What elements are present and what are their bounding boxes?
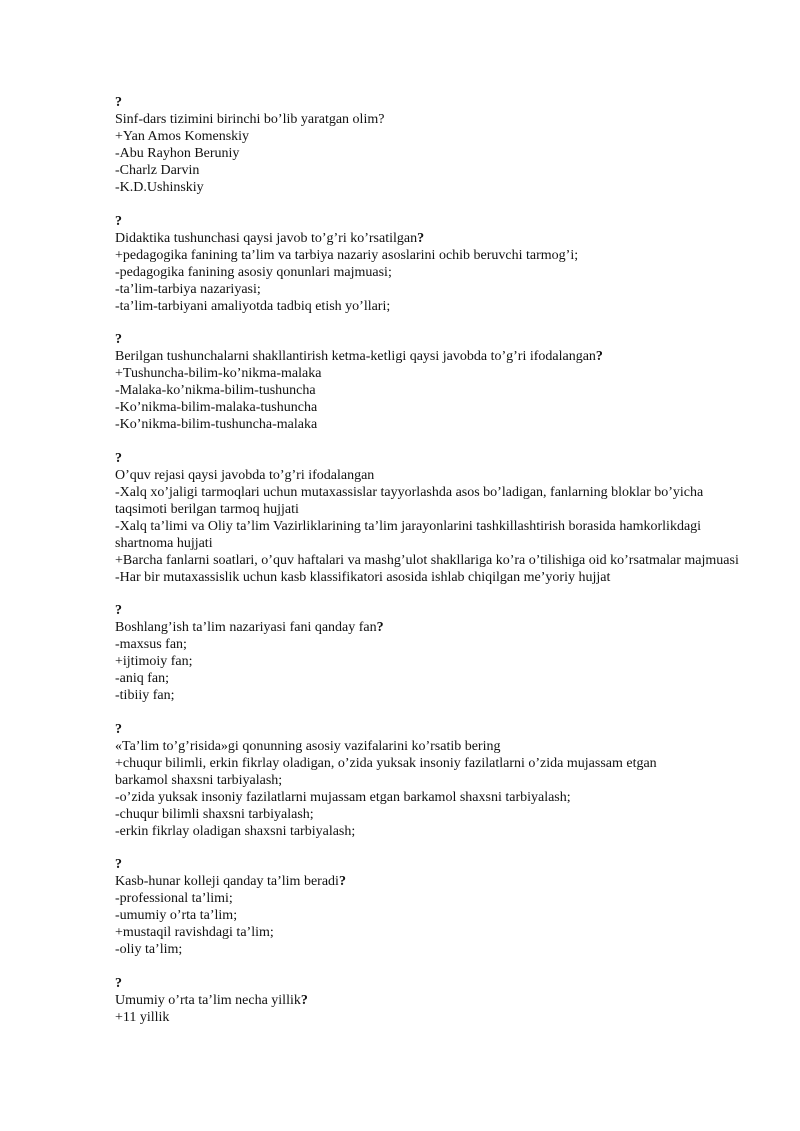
answer-option: -Xalq ta’limi va Oliy ta’lim Vazirliklarining ta’lim jarayonlarini tashkillashtirish borasida hamkorlikdagi shartnoma hujjati — [115, 518, 705, 551]
question-marker: ? — [115, 857, 122, 872]
question-text: Umumiy o’rta ta’lim necha yillik? — [115, 992, 308, 1008]
question-text: «Ta’lim to’g’risida»gi qonunning asosiy vazifalarini ko’rsatib bering — [115, 738, 501, 754]
answer-option: -Abu Rayhon Beruniy — [115, 146, 240, 161]
answer-option: +Barcha fanlarni soatlari, o’quv haftalari va mashg’ulot shakllariga ko’ra o’tilishiga oid ko’rsatmalar majmuasi — [115, 552, 739, 568]
question-block — [115, 721, 755, 840]
answer-option: -ta’lim-tarbiyani amaliyotda tadbiq etish yo’llari; — [115, 298, 391, 314]
answer-option: -Malaka-ko’nikma-bilim-tushuncha — [115, 383, 316, 398]
answer-option: -professional ta’limi; — [115, 891, 233, 906]
question-block — [115, 213, 755, 315]
answer-option: -aniq fan; — [115, 671, 170, 686]
question-block — [115, 856, 755, 958]
question-marker: ? — [115, 975, 122, 991]
answer-option: +11 yillik — [115, 1009, 170, 1025]
answer-option: -Ko’nikma-bilim-malaka-tushuncha — [115, 400, 318, 415]
answer-option: +ijtimoiy fan; — [115, 654, 193, 669]
answer-option: +Tushuncha-bilim-ko’nikma-malaka — [115, 366, 322, 381]
question-text: O’quv rejasi qaysi javobda to’g’ri ifodalangan — [115, 467, 375, 483]
answer-option: +Yan Amos Komenskiy — [115, 129, 250, 144]
answer-option: -Ko’nikma-bilim-tushuncha-malaka — [115, 417, 318, 432]
question-block — [115, 94, 755, 196]
question-block — [115, 450, 755, 586]
question-marker: ? — [115, 213, 122, 229]
answer-option: -Charlz Darvin — [115, 163, 200, 178]
answer-option: -oliy ta’lim; — [115, 942, 183, 957]
answer-option: -umumiy o’rta ta’lim; — [115, 908, 238, 923]
answer-option: +chuqur bilimli, erkin fikrlay oladigan, o’zida yuksak insoniy fazilatlarni o’zida mujassam etgan barkamol shaxsni tarbiyalash; — [115, 755, 661, 788]
answer-option: -tibiiy fan; — [115, 688, 175, 703]
question-marker: ? — [115, 450, 122, 466]
question-marker: ? — [115, 603, 122, 618]
document-page — [115, 94, 755, 1042]
question-text: Berilgan tushunchalarni shakllantirish ketma-ketligi qaysi javobda to’g’ri ifodalangan? — [115, 349, 603, 364]
question-block — [115, 331, 755, 433]
question-block — [115, 975, 755, 1026]
answer-option: -Xalq xo’jaligi tarmoqlari uchun mutaxassislar tayyorlashda asos bo’ladigan, fanlarning bloklar bo’yicha taqsimoti berilgan tarmoq hujjati — [115, 484, 707, 517]
question-text: Sinf-dars tizimini birinchi bo’lib yaratgan olim? — [115, 112, 385, 127]
question-text: Didaktika tushunchasi qaysi javob to’g’ri ko’rsatilgan? — [115, 230, 425, 246]
question-text: Boshlang’ish ta’lim nazariyasi fani qanday fan? — [115, 620, 384, 635]
answer-option: -pedagogika fanining asosiy qonunlari majmuasi; — [115, 264, 392, 280]
answer-option: -K.D.Ushinskiy — [115, 180, 204, 195]
question-text: Kasb-hunar kolleji qanday ta’lim beradi? — [115, 874, 346, 889]
question-marker: ? — [115, 332, 122, 347]
answer-option: -ta’lim-tarbiya nazariyasi; — [115, 281, 261, 297]
answer-option: +pedagogika fanining ta’lim va tarbiya nazariy asoslarini ochib beruvchi tarmog’i; — [115, 247, 579, 263]
question-marker: ? — [115, 721, 122, 737]
answer-option: +mustaqil ravishdagi ta’lim; — [115, 925, 274, 940]
question-block — [115, 602, 755, 704]
answer-option: -erkin fikrlay oladigan shaxsni tarbiyalash; — [115, 823, 356, 839]
answer-option: -Har bir mutaxassislik uchun kasb klassifikatori asosida ishlab chiqilgan me’yoriy hujjat — [115, 569, 611, 585]
answer-option: -maxsus fan; — [115, 637, 187, 652]
question-marker: ? — [115, 95, 122, 110]
answer-option: -chuqur bilimli shaxsni tarbiyalash; — [115, 806, 314, 822]
answer-option: -o’zida yuksak insoniy fazilatlarni mujassam etgan barkamol shaxsni tarbiyalash; — [115, 789, 571, 805]
